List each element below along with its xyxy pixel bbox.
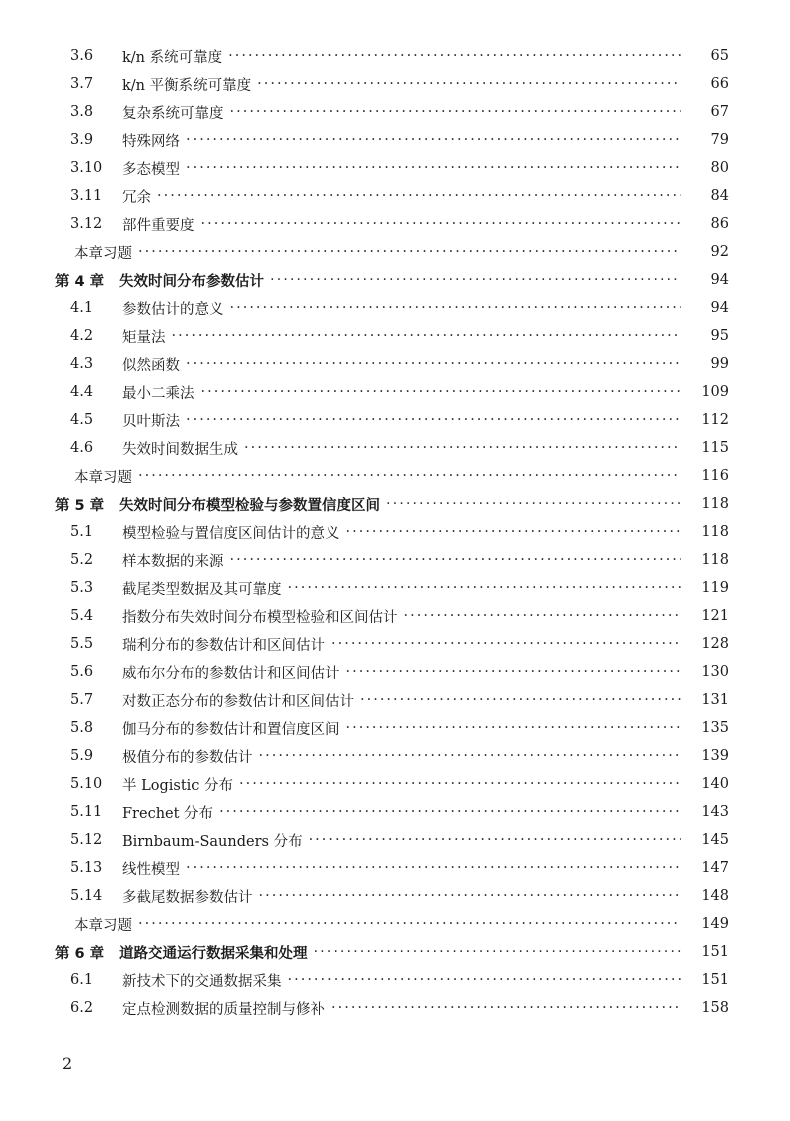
- toc-entry-page: 158: [701, 1000, 729, 1016]
- toc-entry-number: 3.12: [70, 216, 103, 232]
- toc-entry-number: 5.5: [70, 636, 94, 652]
- toc-entry-page: 94: [710, 300, 729, 316]
- toc-section-entry[interactable]: [0, 742, 729, 770]
- toc-section-entry[interactable]: [0, 126, 729, 154]
- toc-entry-page: 86: [710, 216, 729, 232]
- toc-entry-page: 66: [710, 76, 729, 92]
- dot-leader: [230, 552, 682, 568]
- toc-entry-number: 5.6: [70, 664, 94, 680]
- toc-section-entry[interactable]: [0, 686, 729, 714]
- toc-entry-number: 3.10: [70, 160, 103, 176]
- toc-entry-page: 119: [701, 580, 729, 596]
- toc-entry-title: 贝叶斯法: [122, 413, 180, 430]
- toc-entry-page: 109: [701, 384, 729, 400]
- toc-section-entry[interactable]: [0, 378, 729, 406]
- toc-entry-page: 99: [710, 356, 729, 372]
- dot-leader: [138, 244, 681, 260]
- toc-exercises-entry[interactable]: [0, 238, 729, 266]
- toc-section-entry[interactable]: [0, 350, 729, 378]
- toc-entry-number: 第 6 章: [55, 945, 105, 962]
- toc-entry-number: 5.13: [70, 860, 103, 876]
- toc-entry-page: 151: [701, 972, 729, 988]
- toc-entry-number: 5.1: [70, 524, 94, 540]
- toc-entry-number: 5.7: [70, 692, 94, 708]
- toc-section-entry[interactable]: [0, 574, 729, 602]
- toc-entry-title: 威布尔分布的参数估计和区间估计: [122, 665, 340, 682]
- toc-section-entry[interactable]: [0, 630, 729, 658]
- dot-leader: [346, 664, 682, 680]
- dot-leader: [288, 972, 682, 988]
- dot-leader: [201, 384, 682, 400]
- toc-section-entry[interactable]: [0, 882, 729, 910]
- dot-leader: [186, 160, 681, 176]
- dot-leader: [230, 104, 682, 120]
- toc-entry-page: 140: [701, 776, 729, 792]
- toc-section-entry[interactable]: [0, 994, 729, 1022]
- toc-section-entry[interactable]: [0, 406, 729, 434]
- toc-entry-title: 特殊网络: [122, 133, 180, 150]
- dot-leader: [157, 188, 681, 204]
- toc-entry-title: 线性模型: [122, 861, 180, 878]
- dot-leader: [230, 300, 682, 316]
- toc-entry-title: 最小二乘法: [122, 385, 195, 402]
- toc-section-entry[interactable]: [0, 546, 729, 574]
- toc-entry-title: 定点检测数据的质量控制与修补: [122, 1001, 325, 1018]
- toc-entry-number: 5.2: [70, 552, 94, 568]
- toc-section-entry[interactable]: [0, 322, 729, 350]
- toc-entry-title: 极值分布的参数估计: [122, 749, 253, 766]
- toc-entry-title: 矩量法: [122, 329, 166, 346]
- toc-entry-number: 6.1: [70, 972, 94, 988]
- toc-entry-number: 5.9: [70, 748, 94, 764]
- dot-leader: [270, 272, 681, 288]
- toc-entry-title: 似然函数: [122, 357, 180, 374]
- toc-entry-page: 139: [701, 748, 729, 764]
- toc-entry-number: 5.14: [70, 888, 103, 904]
- dot-leader: [244, 440, 681, 456]
- toc-section-entry[interactable]: [0, 182, 729, 210]
- toc-entry-title: 半 Logistic 分布: [122, 777, 234, 794]
- toc-entry-title: k/n 系统可靠度: [122, 49, 223, 66]
- toc-entry-title: 冗余: [122, 189, 151, 206]
- toc-chapter-entry[interactable]: [0, 490, 729, 518]
- toc-entry-page: 145: [701, 832, 729, 848]
- toc-entry-number: 3.9: [70, 132, 94, 148]
- toc-entry-number: 5.11: [70, 804, 103, 820]
- toc-entry-title: 失效时间分布参数估计: [119, 273, 264, 290]
- toc-entry-number: 6.2: [70, 1000, 94, 1016]
- page-number: 2: [62, 1054, 73, 1073]
- toc-entry-title: 伽马分布的参数估计和置信度区间: [122, 721, 340, 738]
- toc-entry-number: 4.6: [70, 440, 94, 456]
- toc-section-entry[interactable]: [0, 294, 729, 322]
- toc-entry-page: 118: [701, 524, 729, 540]
- toc-entry-number: 5.12: [70, 832, 103, 848]
- toc-entry-page: 118: [701, 552, 729, 568]
- dot-leader: [257, 76, 681, 92]
- toc-entry-page: 118: [701, 496, 729, 512]
- toc-entry-title: 新技术下的交通数据采集: [122, 973, 282, 990]
- toc-entry-page: 151: [701, 944, 729, 960]
- toc-entry-title: 瑞利分布的参数估计和区间估计: [122, 637, 325, 654]
- toc-entry-number: 3.11: [70, 188, 103, 204]
- toc-entry-number: 4.4: [70, 384, 94, 400]
- toc-entry-page: 143: [701, 804, 729, 820]
- toc-entry-page: 116: [701, 468, 729, 484]
- toc-entry-page: 80: [710, 160, 729, 176]
- toc-entry-title: 指数分布失效时间分布模型检验和区间估计: [122, 609, 398, 626]
- dot-leader: [331, 636, 681, 652]
- toc-section-entry[interactable]: [0, 658, 729, 686]
- toc-section-entry[interactable]: [0, 154, 729, 182]
- toc-entry-number: 5.4: [70, 608, 94, 624]
- toc-entry-number: 5.10: [70, 776, 103, 792]
- toc-exercises-entry[interactable]: [0, 910, 729, 938]
- dot-leader: [360, 692, 681, 708]
- toc-section-entry[interactable]: [0, 966, 729, 994]
- dot-leader: [386, 496, 681, 512]
- toc-section-entry[interactable]: [0, 714, 729, 742]
- toc-entry-title: 样本数据的来源: [122, 553, 224, 570]
- toc-entry-title: 对数正态分布的参数估计和区间估计: [122, 693, 354, 710]
- toc-entry-page: 115: [701, 440, 729, 456]
- dot-leader: [228, 48, 681, 64]
- toc-section-entry[interactable]: [0, 854, 729, 882]
- toc-entry-page: 65: [710, 48, 729, 64]
- dot-leader: [239, 776, 681, 792]
- toc-entry-page: 112: [701, 412, 729, 428]
- toc-entry-number: 4.3: [70, 356, 94, 372]
- toc-entry-page: 121: [701, 608, 729, 624]
- toc-entry-page: 92: [710, 244, 729, 260]
- toc-section-entry[interactable]: [0, 42, 729, 70]
- dot-leader: [186, 132, 681, 148]
- toc-section-entry[interactable]: [0, 826, 729, 854]
- toc-entry-number: 4.5: [70, 412, 94, 428]
- toc-entry-number: 第 5 章: [55, 497, 105, 514]
- toc-entry-page: 128: [701, 636, 729, 652]
- dot-leader: [309, 832, 681, 848]
- toc-entry-title: 失效时间分布模型检验与参数置信度区间: [119, 497, 380, 514]
- dot-leader: [201, 216, 682, 232]
- dot-leader: [404, 608, 682, 624]
- toc-entry-number: 5.3: [70, 580, 94, 596]
- dot-leader: [172, 328, 682, 344]
- dot-leader: [186, 356, 681, 372]
- toc-entry-title: 参数估计的意义: [122, 301, 224, 318]
- toc-entry-title: 本章习题: [74, 245, 132, 262]
- toc-entry-number: 3.7: [70, 76, 94, 92]
- toc-entry-page: 147: [701, 860, 729, 876]
- toc-entry-title: 本章习题: [74, 917, 132, 934]
- table-of-contents: [0, 42, 790, 1022]
- dot-leader: [331, 1000, 681, 1016]
- dot-leader: [346, 720, 682, 736]
- dot-leader: [138, 468, 681, 484]
- dot-leader: [259, 888, 682, 904]
- toc-section-entry[interactable]: [0, 98, 729, 126]
- toc-entry-title: 本章习题: [74, 469, 132, 486]
- toc-section-entry[interactable]: [0, 602, 729, 630]
- toc-exercises-entry[interactable]: [0, 462, 729, 490]
- toc-entry-page: 67: [710, 104, 729, 120]
- toc-entry-title: Frechet 分布: [122, 805, 214, 822]
- toc-entry-number: 3.8: [70, 104, 94, 120]
- toc-entry-title: 复杂系统可靠度: [122, 105, 224, 122]
- toc-entry-title: 多截尾数据参数估计: [122, 889, 253, 906]
- toc-entry-page: 79: [710, 132, 729, 148]
- toc-entry-title: 道路交通运行数据采集和处理: [119, 945, 308, 962]
- toc-chapter-entry[interactable]: [0, 266, 729, 294]
- dot-leader: [314, 944, 682, 960]
- toc-section-entry[interactable]: [0, 70, 729, 98]
- toc-chapter-entry[interactable]: [0, 938, 729, 966]
- toc-entry-title: 失效时间数据生成: [122, 441, 238, 458]
- toc-section-entry[interactable]: [0, 210, 729, 238]
- toc-entry-number: 第 4 章: [55, 273, 105, 290]
- toc-entry-title: Birnbaum-Saunders 分布: [122, 833, 303, 850]
- toc-entry-title: 截尾类型数据及其可靠度: [122, 581, 282, 598]
- dot-leader: [186, 860, 681, 876]
- toc-entry-page: 84: [710, 188, 729, 204]
- dot-leader: [288, 580, 682, 596]
- toc-section-entry[interactable]: [0, 518, 729, 546]
- toc-entry-number: 5.8: [70, 720, 94, 736]
- dot-leader: [186, 412, 681, 428]
- toc-section-entry[interactable]: [0, 434, 729, 462]
- toc-entry-page: 149: [701, 916, 729, 932]
- toc-entry-page: 148: [701, 888, 729, 904]
- toc-entry-title: 模型检验与置信度区间估计的意义: [122, 525, 340, 542]
- toc-entry-title: 多态模型: [122, 161, 180, 178]
- dot-leader: [346, 524, 682, 540]
- toc-entry-title: k/n 平衡系统可靠度: [122, 77, 252, 94]
- toc-entry-page: 131: [701, 692, 729, 708]
- dot-leader: [138, 916, 681, 932]
- toc-entry-number: 4.2: [70, 328, 94, 344]
- toc-entry-page: 135: [701, 720, 729, 736]
- toc-section-entry[interactable]: [0, 770, 729, 798]
- dot-leader: [219, 804, 681, 820]
- toc-entry-title: 部件重要度: [122, 217, 195, 234]
- toc-entry-page: 95: [710, 328, 729, 344]
- toc-entry-page: 94: [710, 272, 729, 288]
- toc-entry-number: 3.6: [70, 48, 94, 64]
- toc-section-entry[interactable]: [0, 798, 729, 826]
- dot-leader: [259, 748, 682, 764]
- toc-entry-page: 130: [701, 664, 729, 680]
- toc-entry-number: 4.1: [70, 300, 94, 316]
